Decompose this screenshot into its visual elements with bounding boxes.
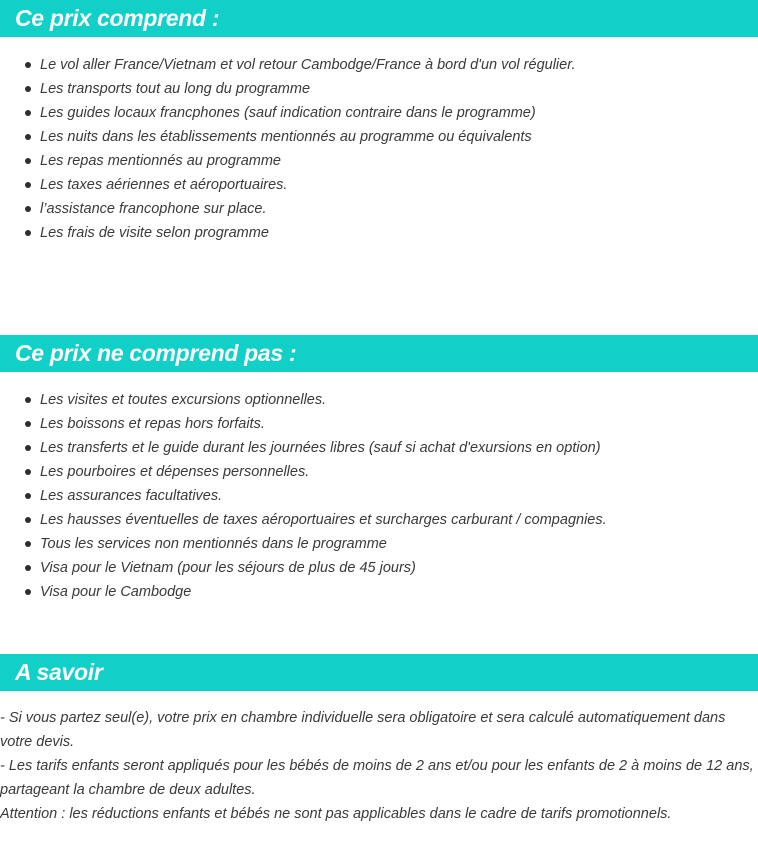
bullet-icon (25, 445, 31, 451)
excludes-list (0, 388, 607, 604)
list-item (0, 101, 576, 125)
includes-title: Ce prix comprend : (15, 5, 220, 31)
list-item (0, 173, 576, 197)
savoir-title: A savoir (15, 659, 103, 685)
list-item (0, 149, 576, 173)
bullet-icon (25, 469, 31, 475)
list-item-text: Les transferts et le guide durant les journées libres (sauf si achat d'exursions en option) (40, 440, 601, 456)
excludes-title: Ce prix ne comprend pas : (15, 340, 297, 366)
list-item-text: Les visites et toutes excursions optionnelles. (40, 392, 327, 408)
includes-header (0, 0, 758, 37)
bullet-icon (25, 541, 31, 547)
bullet-icon (25, 397, 31, 403)
bullet-icon (25, 62, 31, 68)
list-item (0, 221, 576, 245)
list-item-text: Les nuits dans les établissements mentionnés au programme ou équivalents (40, 129, 532, 145)
list-item (0, 484, 607, 508)
bullet-icon (25, 565, 31, 571)
savoir-paragraph: - Si vous partez seul(e), votre prix en chambre individuelle sera obligatoire et sera calculé automatiquement dans votre devis. (0, 710, 726, 750)
list-item (0, 412, 607, 436)
list-item (0, 508, 607, 532)
list-item-text: Les frais de visite selon programme (40, 225, 269, 241)
bullet-icon (25, 230, 31, 236)
list-item (0, 125, 576, 149)
list-item (0, 460, 607, 484)
savoir-header (0, 654, 758, 691)
list-item-text: Visa pour le Cambodge (40, 584, 192, 600)
list-item (0, 197, 576, 221)
list-item-text: Les boissons et repas hors forfaits. (40, 416, 265, 432)
bullet-icon (25, 589, 31, 595)
includes-list (0, 53, 576, 245)
list-item (0, 556, 607, 580)
excludes-header (0, 335, 758, 372)
list-item-text: Les transports tout au long du programme (40, 81, 311, 97)
bullet-icon (25, 86, 31, 92)
list-item-text: Les hausses éventuelles de taxes aéroportuaires et surcharges carburant / compagnies. (40, 512, 607, 528)
list-item-text: Tous les services non mentionnés dans le programme (40, 536, 387, 552)
list-item (0, 53, 576, 77)
list-item (0, 436, 607, 460)
list-item (0, 77, 576, 101)
list-item (0, 580, 607, 604)
list-item-text: Visa pour le Vietnam (pour les séjours de plus de 45 jours) (40, 560, 416, 576)
list-item-text: Les taxes aériennes et aéroportuaires. (40, 177, 288, 193)
bullet-icon (25, 182, 31, 188)
savoir-paragraph: - Les tarifs enfants seront appliqués pour les bébés de moins de 2 ans et/ou pour les enfants de 2 à moins de 12 ans, partageant la chambre de deux adultes. (0, 758, 754, 798)
bullet-icon (25, 493, 31, 499)
savoir-paragraph: Attention : les réductions enfants et bébés ne sont pas applicables dans le cadre de tarifs promotionnels. (0, 806, 672, 822)
bullet-icon (25, 134, 31, 140)
list-item (0, 388, 607, 412)
bullet-icon (25, 206, 31, 212)
list-item-text: l’assistance francophone sur place. (40, 201, 267, 217)
list-item-text: Les guides locaux francphones (sauf indication contraire dans le programme) (40, 105, 536, 121)
list-item-text: Les pourboires et dépenses personnelles. (40, 464, 310, 480)
bullet-icon (25, 110, 31, 116)
bullet-icon (25, 158, 31, 164)
list-item-text: Les assurances facultatives. (40, 488, 223, 504)
bullet-icon (25, 421, 31, 427)
list-item-text: Le vol aller France/Vietnam et vol retour Cambodge/France à bord d'un vol régulier. (40, 57, 576, 73)
bullet-icon (25, 517, 31, 523)
list-item (0, 532, 607, 556)
list-item-text: Les repas mentionnés au programme (40, 153, 281, 169)
savoir-content (0, 706, 758, 826)
